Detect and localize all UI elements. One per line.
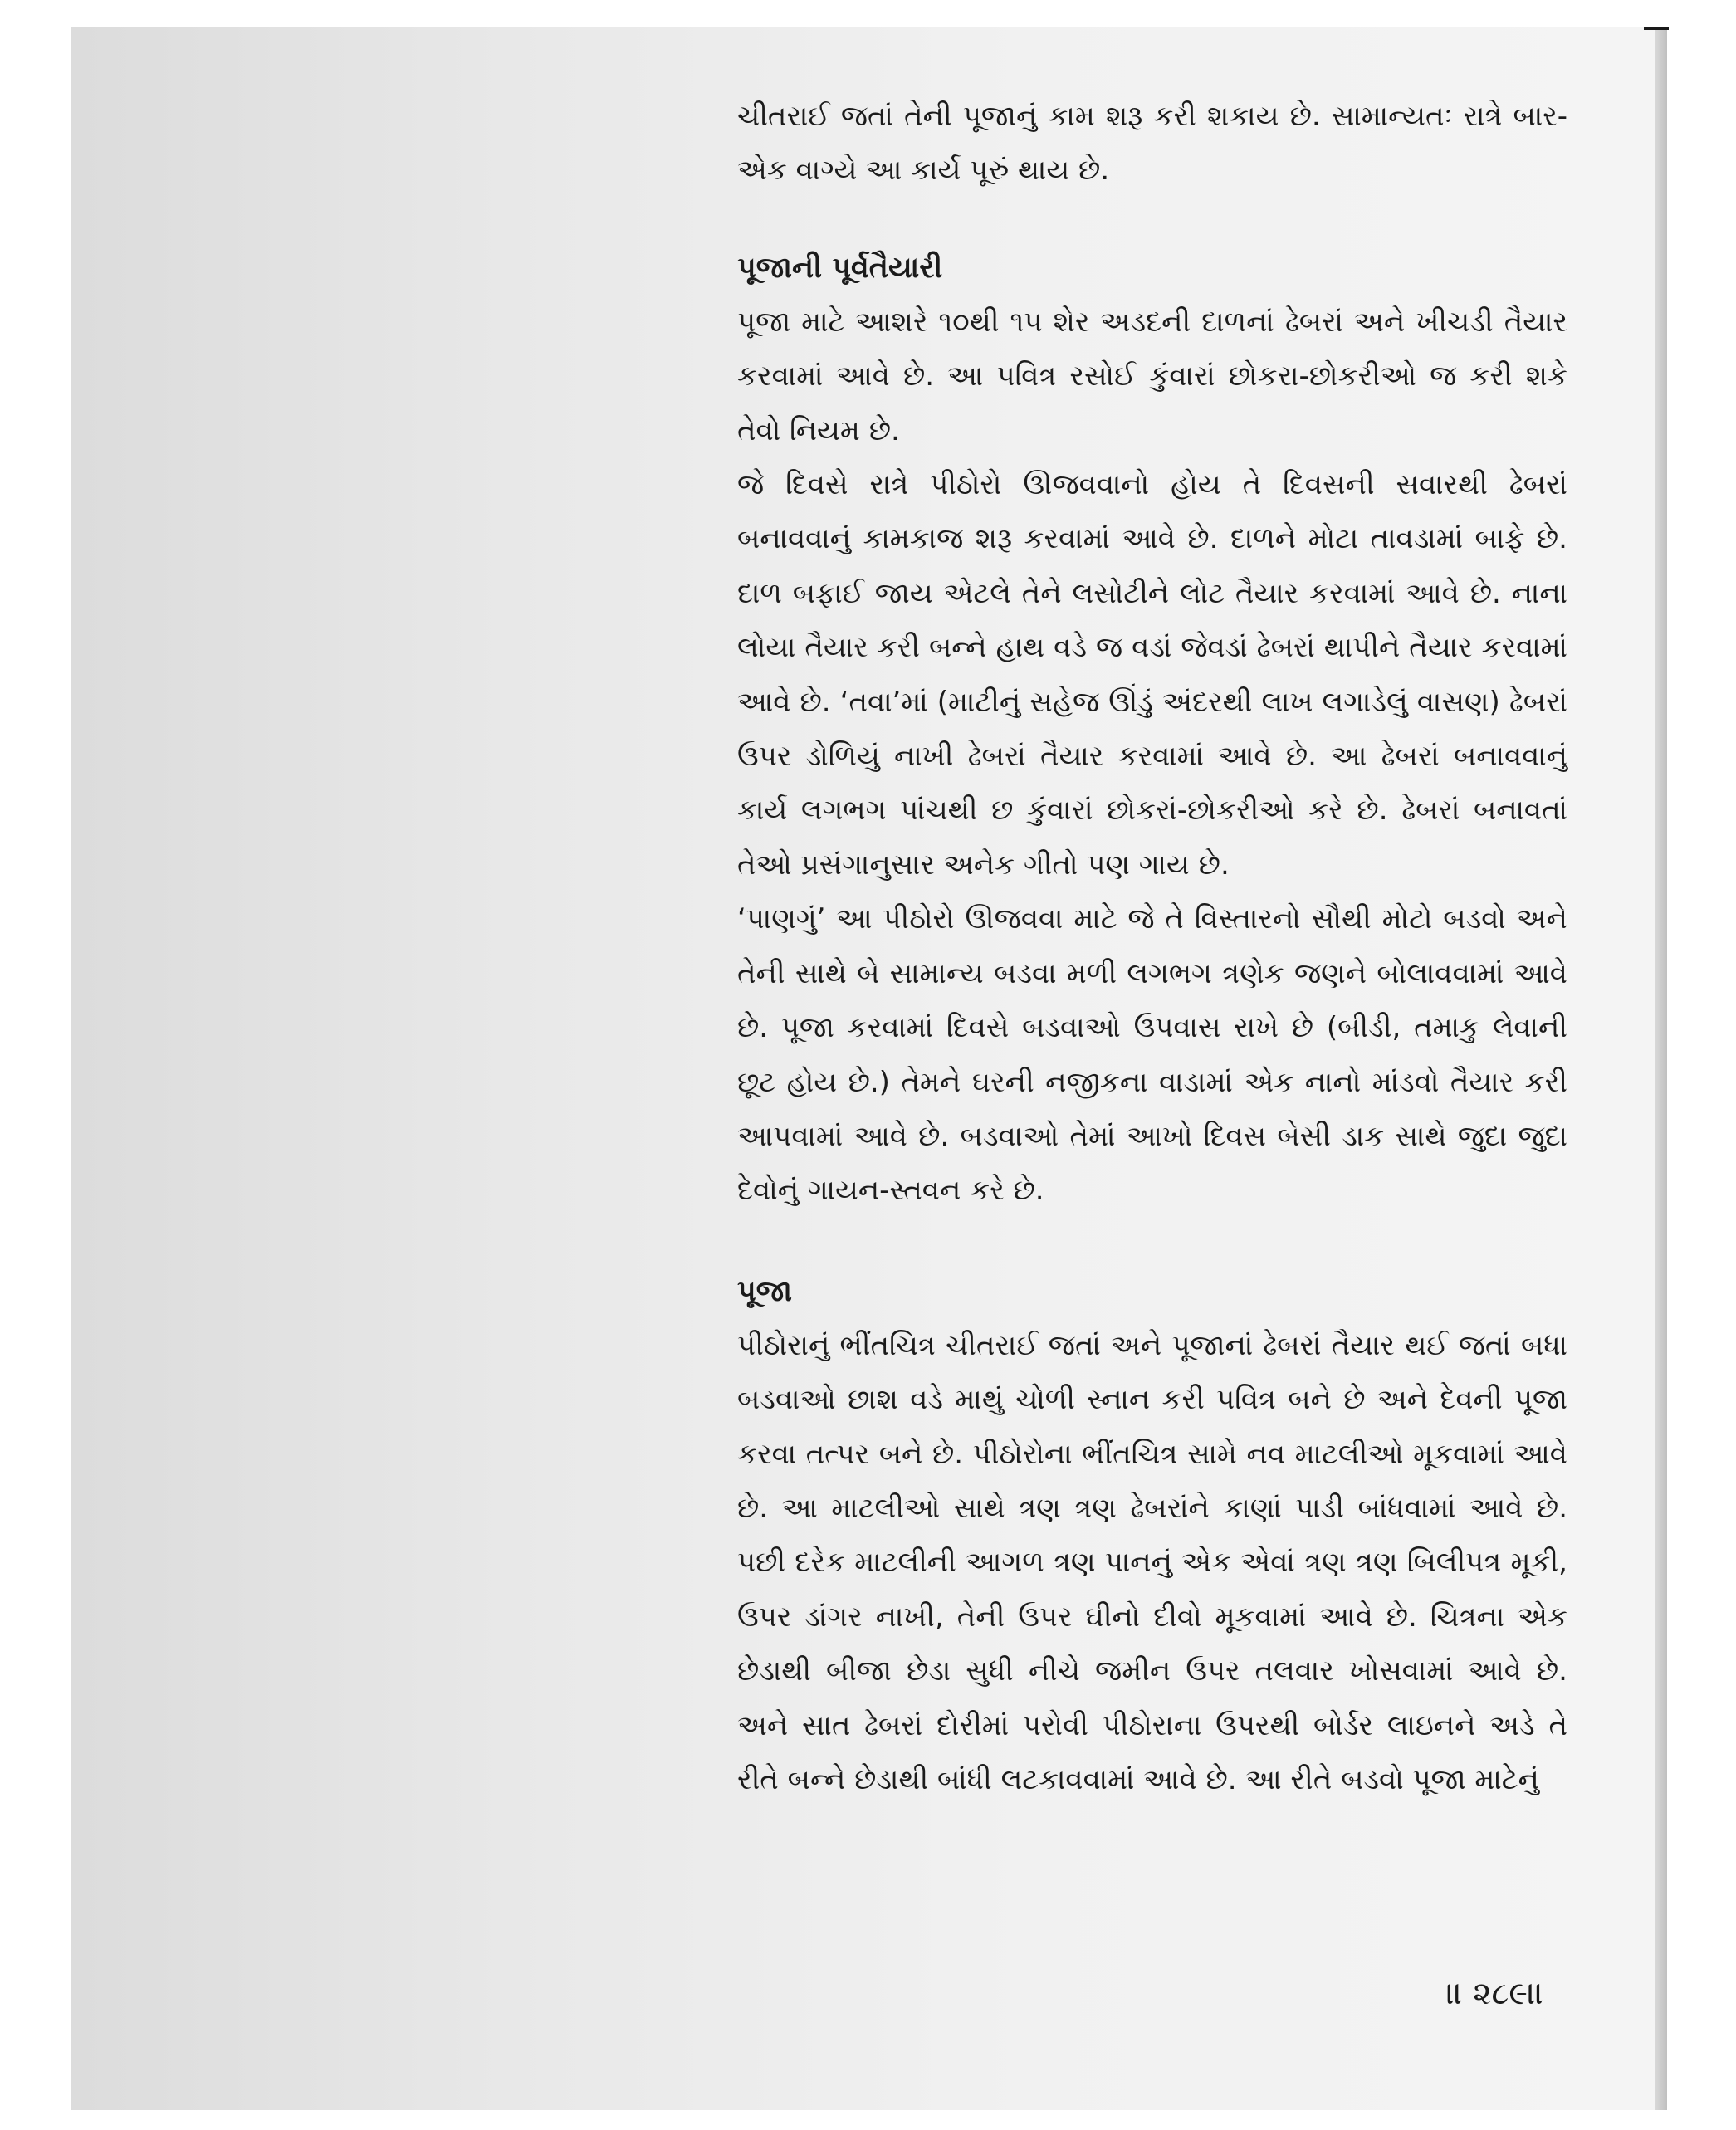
page-number: ॥ ૨૮૯॥ [1446,1975,1544,2011]
section-heading-preparation: પૂજાની પૂર્વતૈયારી [737,251,943,285]
corner-mark [1644,27,1669,30]
section-spacer [737,198,1567,242]
text-column [737,90,1567,1807]
section-heading-worship: પૂજા [737,1274,792,1308]
page-edge-shadow [1655,27,1667,2110]
intro-paragraph: ચીતરાઈ જતાં તેની પૂજાનું કામ શરૂ કરી શકાય છે. સામાન્યતઃ રાત્રે બાર-એક વાગ્યે આ કાર્ય પૂરું થાય છે. [737,100,1567,188]
section-spacer [737,1219,1567,1265]
preparation-paragraph-2: જે દિવસે રાત્રે પીઠોરો ઊજવવાનો હોય તે દિવસની સવારથી ઢેબરાં બનાવવાનું કામકાજ શરૂ કરવામાં આવે છે. દાળને મોટા તાવડામાં બાફે છે. દાળ બફાઈ જાય એટલે તેને લસોટીને લોટ તૈયાર કરવામાં આવે છે. નાના લોયા તૈયાર કરી બન્ને હાથ વડે જ વડાં જેવડાં ઢેબરાં થાપીને તૈયાર કરવામાં આવે છે. ‘તવા’માં (માટીનું સહેજ ઊંડું અંદરથી લાખ લગાડેલું વાસણ) ઢેબરાં ઉપર ડોળિયું નાખી ઢેબરાં તૈયાર કરવામાં આવે છે. આ ઢેબરાં બનાવવાનું કાર્ય લગભગ પાંચથી છ કુંવારાં છોકરાં-છોકરીઓ કરે છે. ઢેબરાં બનાવતાં તેઓ પ્રસંગાનુસાર અનેક ગીતો પણ ગાય છે. [737,468,1567,882]
worship-paragraph-1: પીઠોરાનું ભીંતચિત્ર ચીતરાઈ જતાં અને પૂજાનાં ઢેબરાં તૈયાર થઈ જતાં બધા બડવાઓ છાશ વડે માથું ચોળી સ્નાન કરી પવિત્ર બને છે અને દેવની પૂજા કરવા તત્પર બને છે. પીઠોરોના ભીંતચિત્ર સામે નવ માટલીઓ મૂકવામાં આવે છે. આ માટલીઓ સાથે ત્રણ ત્રણ ઢેબરાંને કાણાં પાડી બાંધવામાં આવે છે. પછી દરેક માટલીની આગળ ત્રણ પાનનું એક એવાં ત્રણ ત્રણ બિલીપત્ર મૂકી, ઉપર ડાંગર નાખી, તેની ઉપર ઘીનો દીવો મૂકવામાં આવે છે. ચિત્રના એક છેડાથી બીજા છેડા સુધી નીચે જમીન ઉપર તલવાર ખોસવામાં આવે છે. અને સાત ઢેબરાં દોરીમાં પરોવી પીઠોરાના ઉપરથી બોર્ડર લાઇનને અડે તે રીતે બન્ને છેડાથી બાંધી લટકાવવામાં આવે છે. આ રીતે બડવો પૂજા માટેનું [737,1328,1567,1796]
preparation-paragraph-3: ‘પાણગું’ આ પીઠોરો ઊજવવા માટે જે તે વિસ્તારનો સૌથી મોટો બડવો અને તેની સાથે બે સામાન્ય બડવા મળી લગભગ ત્રણેક જણને બોલાવવામાં આવે છે. પૂજા કરવામાં દિવસે બડવાઓ ઉપવાસ રાખે છે (બીડી, તમાકુ લેવાની છૂટ હોય છે.) તેમને ઘરની નજીકના વાડામાં એક નાનો માંડવો તૈયાર કરી આપવામાં આવે છે. બડવાઓ તેમાં આખો દિવસ બેસી ડાક સાથે જુદા જુદા દેવોનું ગાયન-સ્તવન કરે છે. [737,902,1567,1208]
preparation-paragraph-1: પૂજા માટે આશરે ૧૦થી ૧૫ શેર અડદની દાળનાં ઢેબરાં અને ખીચડી તૈયાર કરવામાં આવે છે. આ પવિત્ર રસોઈ કુંવારાં છોકરા-છોકરીઓ જ કરી શકે તેવો નિયમ છે. [737,305,1567,447]
